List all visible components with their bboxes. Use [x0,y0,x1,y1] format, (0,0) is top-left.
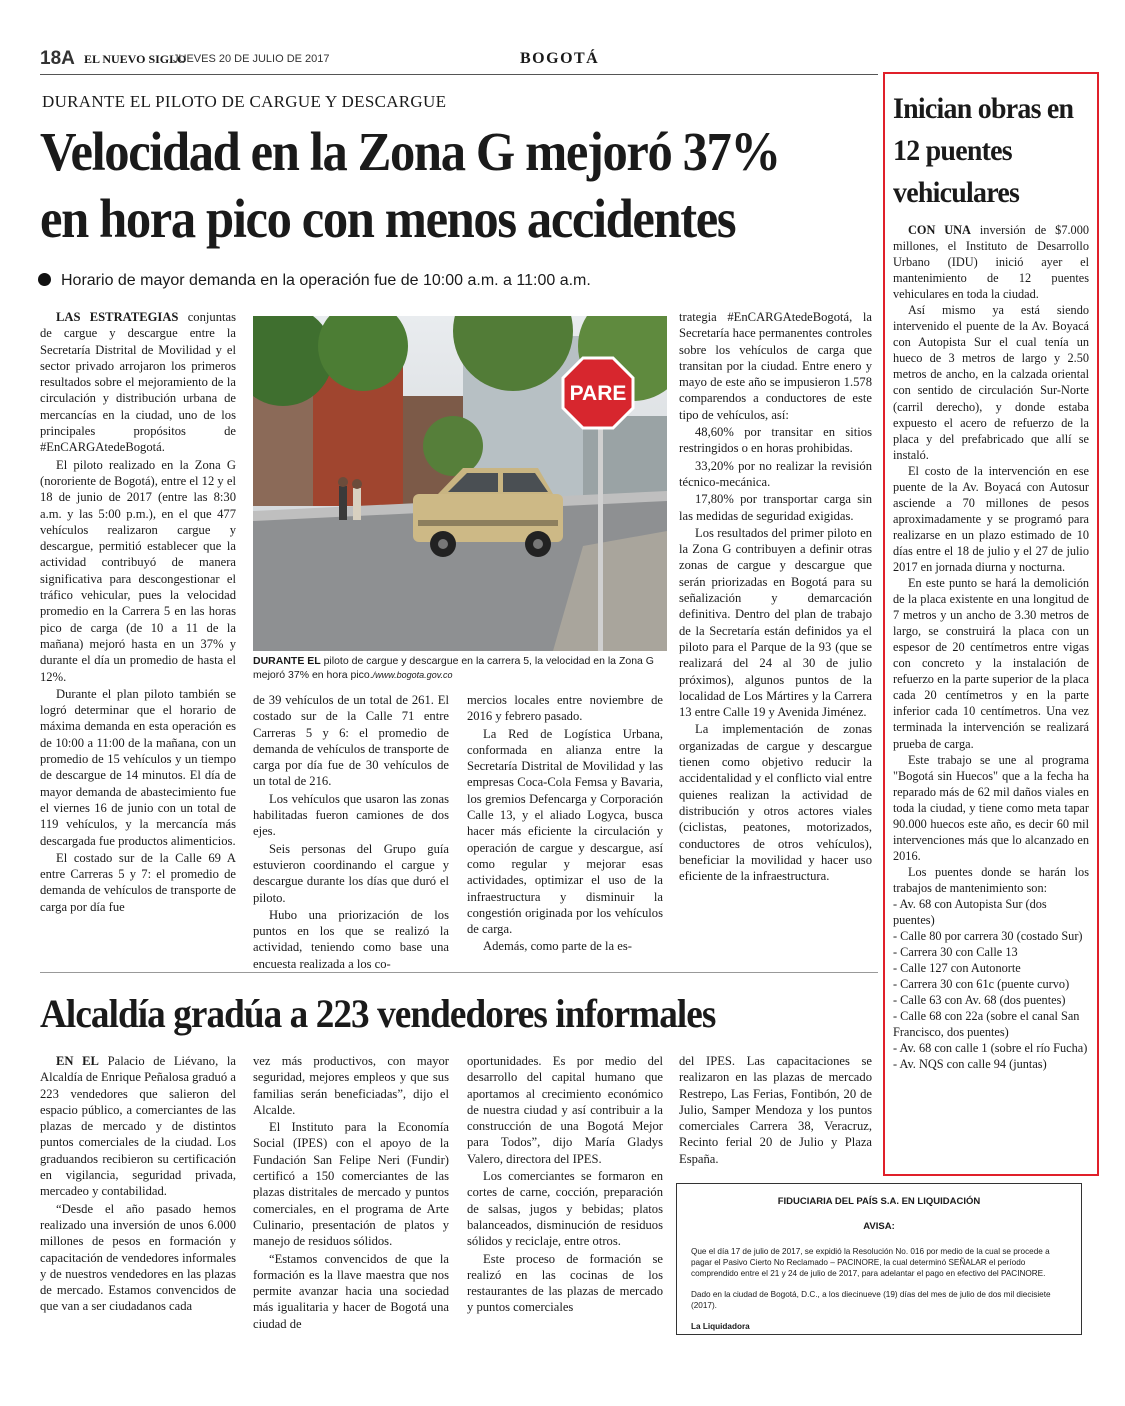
list-item: - Av. 68 con calle 1 (sobre el río Fucha) [893,1041,1088,1056]
paragraph: “Estamos convencidos de que la formación es la llave maestra que nos permite avanzar hacia una sociedad más igualitaria y hacer de Bogotá una ciudad de [253,1251,449,1331]
lead-in: LAS ESTRATEGIAS [56,310,179,324]
list-item: - Carrera 30 con Calle 13 [893,945,1018,960]
street-photo-illustration [253,316,667,651]
section-name: BOGOTÁ [520,50,600,67]
notice-title: FIDUCIARIA DEL PAÍS S.A. EN LIQUIDACIÓN [777,1196,981,1207]
page-header [40,48,1100,72]
street-photo [253,316,667,651]
second-headline: Alcaldía gradúa a 223 vendedores informales [40,991,716,1036]
sidebar-body [893,222,1089,1072]
paragraph: La Red de Logística Urbana, conformada en alianza entre la Secretaría Distrital de Movilidad y las empresas Coca-Cola Femsa y Bavaria, los gremios Defencarga y Corporación Calle 13, y el aliado Logyca, busca hacer más eficiente la circulación y operación de cargue y descargue, así como regular y mejorar esas actividades, optimizar el uso de la infraestructura y disminuir la congestión originada por los vehículos de carga. [467,726,663,937]
paragraph: Hubo una priorización de los puntos en los que se realizó la actividad, teniendo como base una encuesta realizada a los co- [253,907,449,971]
paragraph: vez más productivos, con mayor seguridad, mejores empleos y que sus familias serán beneficiadas”, dijo el Alcalde. [253,1054,449,1117]
main-summary [38,272,591,290]
list-item: - Av. NQS con calle 94 (juntas) [893,1057,1047,1072]
main-column-1 [40,309,236,916]
paragraph: La implementación de zonas organizadas de cargue y descargue tienen como objetivo reducir la accidentalidad y el conflicto vial entre quienes realizan la actividad de distribución y otros actores viales (ciclistas, peatones, motorizados, conductores de otros vehículos), beneficiar la movilidad y hacer uso eficiente de la infraestructura. [679,722,872,884]
paragraph: Así mismo ya está siendo intervenido el puente de la Av. Boyacá con Autopista Sur el cual tenía un hueco de 3 metros de largo y 2.50 metros de ancho, en la calzada oriental con sentido de circulación Sur-Norte (carril derecho), y donde estaba expuesto el acero de refuerzo de la placa y del prefabricado que allí se instaló. [893,303,1089,462]
paragraph: El piloto realizado en la Zona G (nororiente de Bogotá), entre el 12 y el 18 de junio de 2017 (entre las 8:30 a.m. y las 5:00 p.m.), en el que 477 vehículos realizaron cargue y descargue, permitió establecer que la actividad contribuyó de manera significativa para descongestionar el tráfico vehicular, pues la velocidad promedio en la Carrera 5 en las horas pico de carga (de 10 a 11 de la mañana) mejoró hasta en un 37% y durante el día un promedio de hasta el 12%. [40,457,236,684]
list-item: - Av. 68 con Autopista Sur (dos puentes) [893,896,1047,928]
paragraph: “Desde el año pasado hemos realizado una inversión de unos 6.000 millones de pesos en formación y capacitación de vendedores informales y de nuestros vendedores en las plazas de mercado. Estamos convencidos de que van a ser ciudadanos cada [40,1201,236,1314]
paragraph: 48,60% por transitar en sitios restringidos o en horas prohibidas. [679,425,872,456]
list-item: - Carrera 30 con 61c (puente curvo) [893,977,1070,992]
second-column-4 [679,1053,872,1168]
bullet-icon [38,273,51,286]
header-rule [40,74,878,75]
paragraph: inversión de $7.000 millones, el Instituto de Desarrollo Urbano (IDU) inició ayer el mantenimiento de 12 puentes vehiculares en toda la ciudad. [893,223,1089,302]
notice-signature: La Liquidadora [691,1322,750,1331]
lead-in: EN EL [56,1054,99,1068]
section-divider [40,972,878,973]
paragraph: Este trabajo se une al programa "Bogotá sin Huecos" que a la fecha ha reparado más de 62 mil daños viales en toda la ciudad, y tiene como meta tapar 90.000 huecos este año, es decir 60 mil intervenciones más que lo alcanzado en 2016. [893,752,1089,863]
second-column-2 [253,1053,449,1333]
paragraph: Este proceso de formación se realizó en las cocinas de los restaurantes de las plazas de mercado y puntos comerciales [467,1251,663,1315]
stop-sign-text: PARE [569,382,627,405]
list-item: - Calle 63 con Av. 68 (dos puentes) [893,993,1066,1008]
issue-date: JUEVES 20 DE JULIO DE 2017 [173,53,330,65]
paragraph: En este punto se hará la demolición de la placa existente en una longitud de 7 metros y un ancho de 3.30 metros de largo, se construirá la placa con un espesor de 20 centímetros entre vigas con concreto y la instalación de refuerzo en la parte superior de la placa cada 20 centímetros y en la parte inferior cada 10 centímetros. Una vez terminada la intervención se realizará prueba de carga. [893,576,1089,751]
paragraph: 17,80% por transportar carga sin las medidas de seguridad exigidas. [679,492,872,523]
main-column-4 [679,309,872,885]
paragraph: mercios locales entre noviembre de 2016 y febrero pasado. [467,693,663,724]
paragraph: Los comerciantes se formaron en cortes de carne, cocción, preparación de salsas, jugos y bebidas; platos balanceados, disminución de residuos sólidos y reciclaje, entre otros. [467,1169,663,1249]
page-number: 18A [40,48,75,69]
paragraph: Durante el plan piloto también se logró determinar que el horario de máxima demanda en esta operación es de 10:00 a 11:00 de la mañana, con un promedio de 15 vehículos y un tiempo de descargue de 14 minutos. El día de mayor demanda de abastecimiento fue el viernes 16 de junio con un total de 119 vehículos, y la mercancía más descargada fue productos alimenticios. [40,686,236,848]
caption-text: piloto de cargue y descargue en la carrera 5, la velocidad en la Zona G mejoró 37% en hora pico. [253,655,654,681]
summary-text: Horario de mayor demanda en la operación fue de 10:00 a.m. a 11:00 a.m. [61,272,591,289]
main-column-2 [253,692,449,973]
paragraph: del IPES. Las capacitaciones se realizaron en las plazas de mercado Restrepo, Las Ferias, Fontibón, 20 de Julio, Samper Mendoza y los puntos comerciales Carrera 38, Veracruz, Recinto ferial 20 de Julio y Plaza España. [679,1054,872,1166]
legal-notice [676,1183,1082,1335]
paragraph: El Instituto para la Economía Social (IPES) con el apoyo de la Fundación San Felipe Neri (Fundir) certificó a 150 comerciantes de las plazas distritales de mercado y puntos comerciales, en el programa de Arte Culinario, presentación de platos y manejo de residuos sólidos. [253,1120,449,1249]
paper-name: EL NUEVO SIGLO [84,52,187,66]
paragraph: El costado sur de la Calle 69 A entre Carreras 5 y 7: el promedio de demanda de vehículos de transporte de carga por día fue [40,850,236,914]
paragraph: conjuntas de cargue y descargue entre la Secretaría Distrital de Movilidad y el sector privado arrojaron los primeros resultados sobre el mejoramiento de la circulación y distribución urbana de mercancías en la ciudad, uno de los principales propósitos de #EnCARGAtedeBogotá. [40,310,236,455]
caption-lead: DURANTE EL [253,655,321,667]
main-kicker: DURANTE EL PILOTO DE CARGUE Y DESCARGUE [42,92,447,111]
paragraph: oportunidades. Es por medio del desarrollo del capital humano que aportamos al crecimiento económico de nuestra ciudad y así contribuir a la construcción de una Bogotá Mejor para Todos”, dijo María Gladys Valero, directora del IPES. [467,1054,663,1166]
photo-caption [253,654,667,682]
main-headline: Velocidad en la Zona G mejoró 37% en hora pico con menos accidentes [40,121,780,249]
paragraph: trategia #EnCARGAtedeBogotá, la Secretaría hace permanentes controles sobre los vehículos de carga que transitan por la ciudad. Entre enero y mayo de este año se impusieron 1.578 comparendos a conductores de este tipo de vehículos, así: [679,310,872,422]
notice-subtitle: AVISA: [863,1221,895,1232]
main-column-3 [467,692,663,956]
paragraph: Seis personas del Grupo guía estuvieron coordinando el cargue y descargue durante los días que duró el piloto. [253,841,449,905]
paragraph: de 39 vehículos de un total de 261. El costado sur de la Calle 71 entre Carreras 5 y 6: el promedio de demanda de vehículos de transporte de carga por día fue de 30 vehículos de un total de 216. [253,693,449,789]
paragraph: Además, como parte de la es- [483,939,632,954]
list-item: - Calle 68 con 22a (sobre el canal San Francisco, dos puentes) [893,1009,1080,1040]
list-item: - Calle 127 con Autonorte [893,961,1021,976]
second-column-3 [467,1053,663,1317]
paragraph: Palacio de Liévano, la Alcaldía de Enrique Peñalosa graduó a 223 vendedores que salieron del espacio público, a comerciantes de las plazas de mercado y de distintos puntos comerciales de la ciudad. Los graduandos recibieron su certificación en vigilancia, seguridad privada, mercadeo y contabilidad. [40,1054,236,1199]
paragraph: Los puentes donde se harán los trabajos de mantenimiento son: [893,864,1089,895]
paragraph: El costo de la intervención en ese puente de la Av. Boyacá con Autosur asciende a 70 millones de pesos aproximadamente y se programó para realizarse en un plazo estimado de 10 días entre el 18 de julio y el 27 de julio 2017 en jornada diurna y nocturna. [893,463,1089,574]
notice-paragraph: Que el día 17 de julio de 2017, se expidió la Resolución No. 016 por medio de la cual se procede a pagar el Pasivo Cierto No Reclamado – PACINORE, la cual determinó SEÑALAR el período comprendido entre el 21 y 24 de julio de 2017, para adelantar el pago en efectivo del PACINORE. [691,1247,1050,1278]
photo-credit: /www.bogota.gov.co [372,670,453,680]
list-item: - Calle 80 por carrera 30 (costado Sur) [893,929,1083,944]
second-column-1 [40,1053,236,1316]
paragraph: Los vehículos que usaron las zonas habilitadas fueron camiones de dos ejes. [253,791,449,839]
paragraph: 33,20% por no realizar la revisión técnico-mecánica. [679,458,872,489]
notice-paragraph: Dado en la ciudad de Bogotá, D.C., a los diecinueve (19) días del mes de julio de dos mil diecisiete (2017). [691,1290,1051,1310]
lead-in: CON UNA [908,223,971,237]
sidebar-headline: Inician obras en 12 puentes vehiculares [893,92,1074,209]
paragraph: Los resultados del primer piloto en la Zona G contribuyen a definir otras zonas de cargue y descargue que serán priorizadas en Bogotá para su señalización y demarcación definitiva. Dentro del plan de trabajo de la Secretaría están definidos ya el piloto para el Parque de la 93 (que se realizará del 24 al 30 de julio próximos), algunos puntos de la localidad de Los Mártires y la Carrera 13 entre Calle 19 y Avenida Jiménez. [679,525,872,720]
